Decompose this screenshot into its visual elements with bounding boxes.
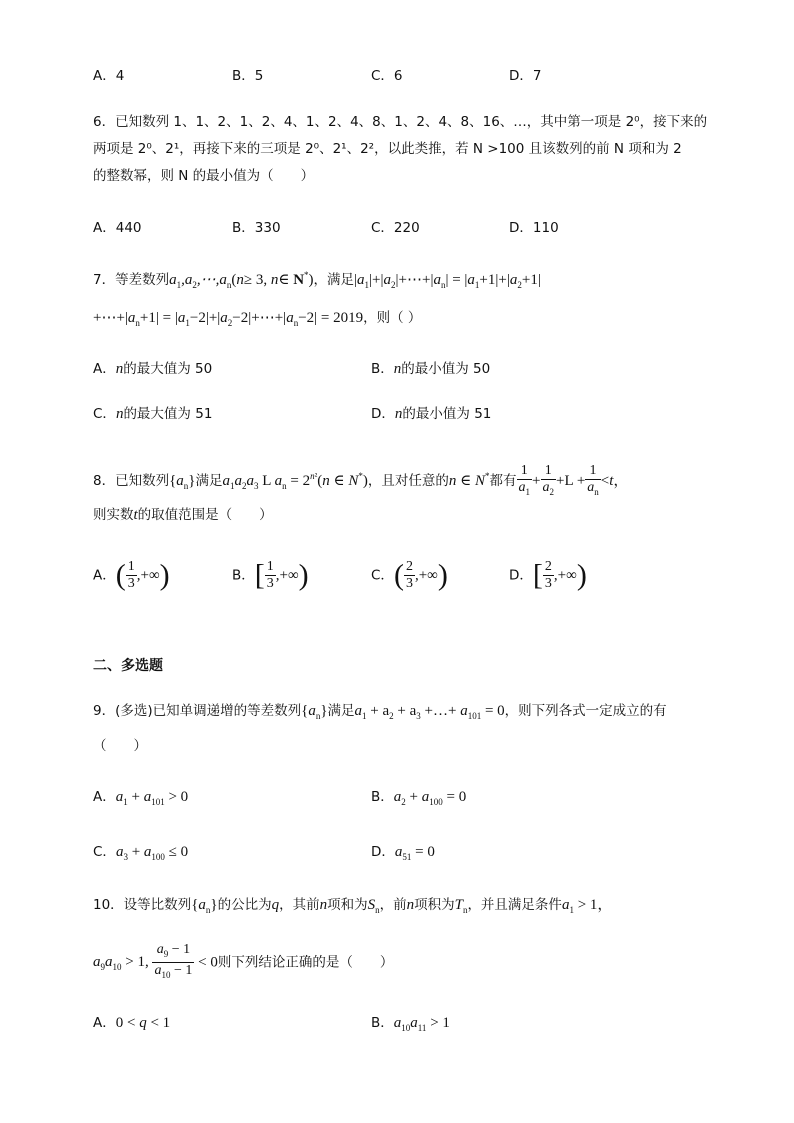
q7-equation-2: $+\cdots+|a_n+1|$ = $|a_1-2|+|a_2-2|+\cdots+|a_n-2|$ = xyxy=(93,310,334,328)
q5-option-d: D．7 xyxy=(509,68,542,84)
q10-frac: $\frac{a_9 - 1}{a_{10} - 1}$ xyxy=(154,942,193,980)
q9-option-b: B．$a_2 + a_{100} = 0$ xyxy=(371,789,467,807)
q5-option-a: A．4 xyxy=(93,68,125,84)
q8-product-formula: $a_1a_2a_3$ xyxy=(222,473,259,491)
q7-line2-suffix: ，则（ ） xyxy=(363,310,422,326)
q7-line-2 xyxy=(93,308,421,333)
q10-line-1: 10．设等比数列$\{a_n\}$的公比为q，其前n项和为$S_n$，前n项积为$T_n$，并且满足条件$a_1 > 1$， xyxy=(93,897,613,915)
q7-line-1 xyxy=(93,265,541,295)
q6-option-c: C．220 xyxy=(371,220,420,236)
q8-line-2: 则实数t的取值范围是（ ） xyxy=(93,507,273,523)
q8-option-d: D．[ $\frac{2}{3}$ ,+∞) xyxy=(509,558,587,592)
q6-line-3: 的整数幂，则 N 的最小值为（ ） xyxy=(93,168,315,184)
q8-frac-2: $\frac{1}{a_2}$ xyxy=(542,462,554,497)
q7-sequence-formula: $a_1,a_2,\cdots,a_n(n\ge 3$, n∈ N*) xyxy=(169,270,314,290)
q8-frac-1: $\frac{1}{a_1}$ xyxy=(518,462,531,497)
section-title: 二、多选题 xyxy=(93,658,163,674)
q10-line-2: $a_9a_{10} > 1$, $\frac{a_9 - 1}{a_{10} - 1}$ < 0则下列结论正确的是（ ） xyxy=(93,942,393,987)
q9-option-a: A．$a_1 + a_{101} > 0$ xyxy=(93,789,189,807)
q9-option-c: C．$a_3 + a_{100} \le 0$ xyxy=(93,844,189,862)
q6-option-a: A．440 xyxy=(93,220,142,236)
q7-equation-1: $|a_1|+|a_2|+\cdots+|a_n| = |a_1+1|+|a_2+1|$ xyxy=(354,272,541,290)
q6-option-d: D．110 xyxy=(509,220,559,236)
q6-line-1: 6．已知数列 1、1、2、1、2、4、1、2、4、8、1、2、4、8、16、…，其中第一项是 2⁰，接下来的 xyxy=(93,114,708,130)
q7-prefix: 7．等差数列 xyxy=(93,272,170,288)
q8-option-b: B．[ $\frac{1}{3}$ ,+∞) xyxy=(232,558,309,592)
q10-option-b: B．$a_{10}a_{11} > 1$ xyxy=(371,1015,450,1033)
q9-equation: $a_1 + a_2 + a_3$ +…+ $a_{101} = 0$ xyxy=(354,703,505,721)
q7-sum-value: 2019 xyxy=(333,310,364,326)
q5-option-b: B．5 xyxy=(232,68,264,84)
q7-cond: ，满足 xyxy=(313,272,355,288)
q9-line-1: 9．(多选)已知单调递增的等差数列$\{a_n\}$满足$a_1 + a_2 + a_3$ +…+ $a_{101} = 0$，则下列各式一定成立的有 xyxy=(93,703,667,721)
q5-option-c: C．6 xyxy=(371,68,403,84)
q6-line-2: 两项是 2⁰、2¹，再接下来的三项是 2⁰、2¹、2²，以此类推，若 N >100 且该数列的前 N 项和为 2 xyxy=(93,141,682,157)
q6-option-b: B．330 xyxy=(232,220,281,236)
q8-line-1: 8．已知数列$\{a_n\}$满足$a_1a_2a_3$ L $a_n = 2^{n^2}(n$ ∈ N*)，且对任意的n ∈ N*都有 $\frac{1}{a_1}$ + $\frac{1}{a_2}$ +L + $\frac{1}{a_n}$ <t， xyxy=(93,456,628,506)
q7-option-b: B．n的最小值为 50 xyxy=(371,361,491,377)
q8-option-a: A．( $\frac{1}{3}$ ,+∞) xyxy=(93,558,170,592)
q7-option-d: D．n的最小值为 51 xyxy=(371,406,492,422)
q9-option-d: D．$a_{51} = 0$ xyxy=(371,844,435,862)
q7-option-a: A．n的最大值为 50 xyxy=(93,361,213,377)
q8-frac-n: $\frac{1}{a_n}$ xyxy=(587,462,599,497)
q8-option-c: C．( $\frac{2}{3}$ ,+∞) xyxy=(371,558,448,592)
q9-line-2: （ ） xyxy=(93,738,147,754)
q10-option-a: A．0 < q < 1 xyxy=(93,1015,171,1031)
q7-option-c: C．n的最大值为 51 xyxy=(93,406,213,422)
